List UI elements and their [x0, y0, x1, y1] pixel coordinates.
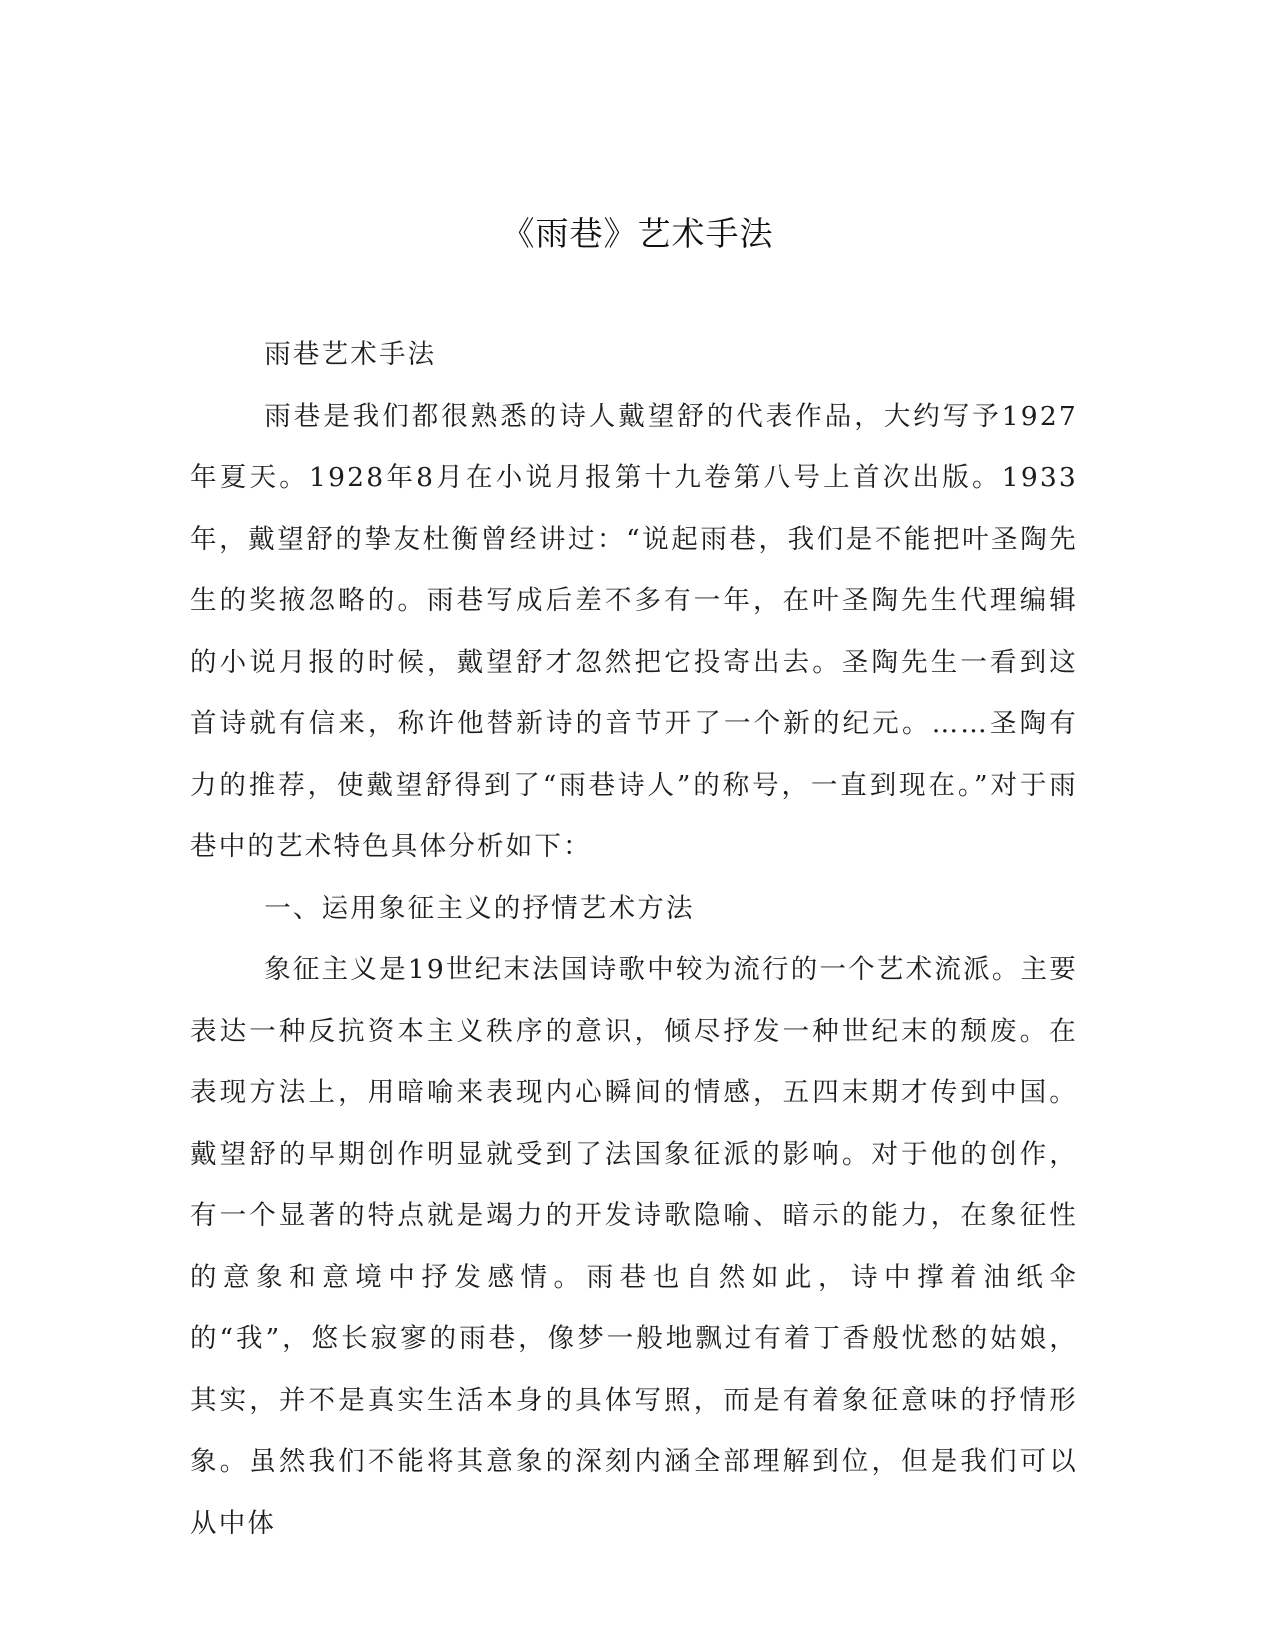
- paragraph-intro: 雨巷是我们都很熟悉的诗人戴望舒的代表作品，大约写予1927年夏天。1928年8月在小说月报第十九卷第八号上首次出版。1933年，戴望舒的挚友杜衡曾经讲过：“说起雨巷，我们是不能把叶圣陶先生的奖掖忽略的。雨巷写成后差不多有一年，在叶圣陶先生代理编辑的小说月报的时候，戴望舒才忽然把它投寄出去。圣陶先生一看到这首诗就有信来，称许他替新诗的音节开了一个新的纪元。……圣陶有力的推荐，使戴望舒得到了“雨巷诗人”的称号，一直到现在。”对于雨巷中的艺术特色具体分析如下：: [190, 400, 1078, 862]
- section-heading-1: 一、运用象征主义的抒情艺术方法: [264, 892, 695, 924]
- document-title: 《雨巷》艺术手法: [501, 214, 774, 253]
- paragraph-symbolism: 象征主义是19世纪末法国诗歌中较为流行的一个艺术流派。主要表达一种反抗资本主义秩序的意识，倾尽抒发一种世纪末的颓废。在表现方法上，用暗喻来表现内心瞬间的情感，五四末期才传到中国。戴望舒的早期创作明显就受到了法国象征派的影响。对于他的创作，有一个显著的特点就是竭力的开发诗歌隐喻、暗示的能力，在象征性的意象和意境中抒发感情。雨巷也自然如此，诗中撑着油纸伞的“我”，悠长寂寥的雨巷，像梦一般地飘过有着丁香般忧愁的姑娘，其实，并不是真实生活本身的具体写照，而是有着象征意味的抒情形象。虽然我们不能将其意象的深刻内涵全部理解到位，但是我们可以从中体: [190, 954, 1078, 1539]
- paragraph-heading: 雨巷艺术手法: [264, 339, 437, 370]
- document-body: [190, 324, 1078, 1554]
